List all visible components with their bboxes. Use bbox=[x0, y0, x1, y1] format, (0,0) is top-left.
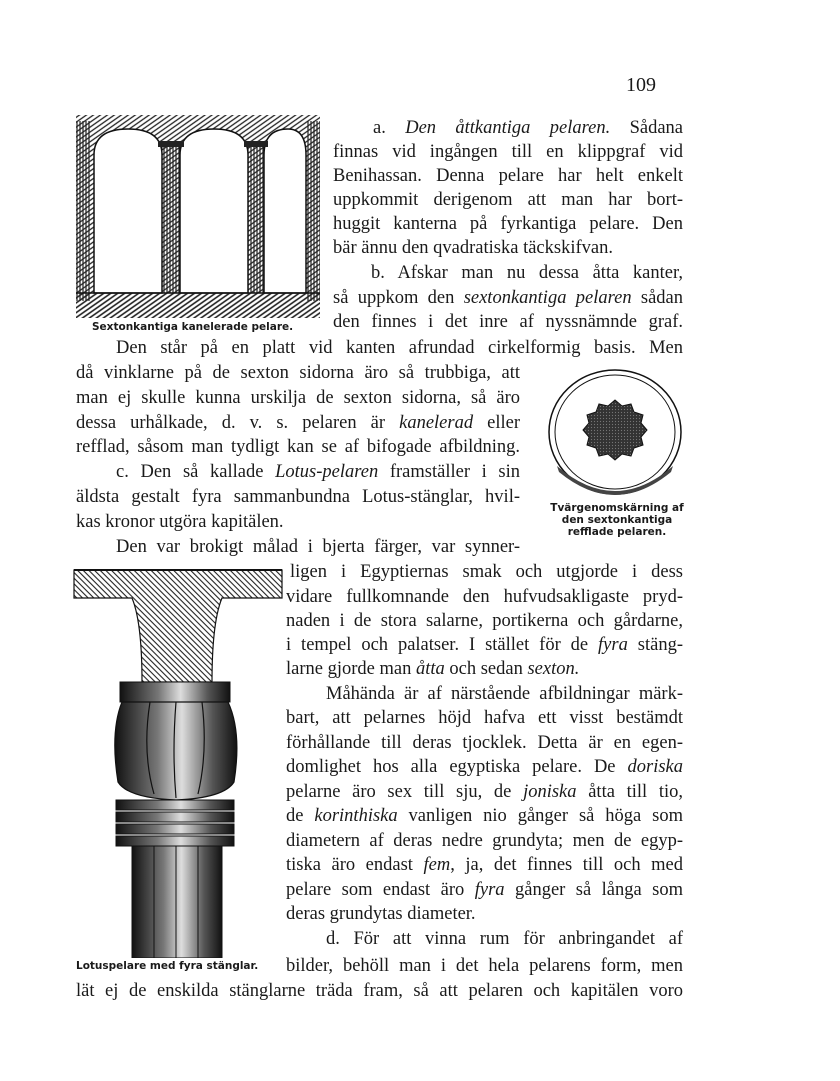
text-line: a. Den åttkantiga pelaren. Sådana bbox=[373, 118, 683, 138]
text-line: domlighet hos alla egyptiska pelare. De doriska bbox=[286, 757, 683, 777]
text-line: dessa urhålkade, d. v. s. pelaren är kanelerad eller bbox=[76, 413, 520, 433]
text-line: b. Afskar man nu dessa åtta kanter, bbox=[371, 263, 683, 283]
text-line: tiska äro endast fem, ja, det finnes till och med bbox=[286, 855, 683, 875]
text-line: naden i de stora salarne, portikerna och gårdarne, bbox=[286, 611, 683, 631]
text-line: äldsta gestalt fyra sammanbundna Lotus-stänglar, hvil- bbox=[76, 487, 520, 507]
text-line: bilder, behöll man i det hela pelarens form, men bbox=[286, 956, 683, 976]
fig-lotus-column-illustration bbox=[72, 562, 284, 958]
column-left bbox=[158, 141, 184, 293]
text-line: finnas vid ingången till en klippgraf vid bbox=[333, 142, 683, 162]
text-line: Den står på en platt vid kanten afrundad cirkelformig basis. Men bbox=[116, 338, 683, 358]
text-line: d. För att vinna rum för anbringandet af bbox=[326, 929, 683, 949]
text-line: uppkommit derigenom att man har bort- bbox=[333, 190, 683, 210]
text-line: Den var brokigt målad i bjerta färger, var synner- bbox=[116, 537, 520, 557]
text-line: man ej skulle kunna urskilja de sexton sidorna, så äro bbox=[76, 388, 520, 408]
text-line: bart, att pelarnes höjd hafva ett visst bestämdt bbox=[286, 708, 683, 728]
text-line: Benihassan. Denna pelare har helt enkelt bbox=[333, 166, 683, 186]
fig2-caption-line: Tvärgenomskärning af bbox=[550, 502, 684, 514]
fig3-caption: Lotuspelare med fyra stänglar. bbox=[76, 960, 259, 972]
fig2-caption-line: den sextonkantiga bbox=[561, 514, 673, 526]
text-line: pelarne äro sex till sju, de joniska åtta till tio, bbox=[286, 782, 684, 802]
fig-cross-section-illustration bbox=[545, 366, 685, 502]
text-line: Måhända är af närstående afbildningar märk- bbox=[326, 684, 683, 704]
text-line: i tempel och palatser. I stället för de fyra stäng- bbox=[286, 635, 683, 655]
text-line: då vinklarne på de sexton sidorna äro så trubbiga, att bbox=[76, 363, 520, 383]
text-line: lät ej de enskilda stänglarne träda fram, så att pelaren och kapitälen voro bbox=[76, 981, 683, 1001]
text-line: pelare som endast äro fyra gånger så långa som bbox=[286, 880, 683, 900]
text-line: kas kronor utgöra kapitälen. bbox=[76, 512, 284, 532]
text-line: huggit kanterna på fyrkantiga pelare. Den bbox=[333, 214, 683, 234]
text-line: så uppkom den sextonkantiga pelaren sådan bbox=[333, 288, 684, 308]
text-line: ligen i Egyptiernas smak och utgjorde i dess bbox=[290, 562, 683, 582]
fig2-caption bbox=[532, 502, 702, 538]
page-number: 109 bbox=[626, 74, 656, 96]
text-line: deras grundytas diameter. bbox=[286, 904, 476, 924]
text-line: refflad, såsom man tydligt kan se af bifogade afbildning. bbox=[76, 437, 520, 457]
text-line: bär ännu den qvadratiska täckskifvan. bbox=[333, 238, 613, 258]
fig2-caption-line: refflade pelaren. bbox=[567, 526, 667, 538]
text-line: vidare fullkomnande den hufvudsakligaste pryd- bbox=[286, 587, 683, 607]
text-line: de korinthiska vanligen nio gånger så höga som bbox=[286, 806, 683, 826]
text-line: förhållande till deras tjocklek. Detta är en egen- bbox=[286, 733, 683, 753]
text-line: diametern af deras nedre grundyta; men de egyp- bbox=[286, 831, 683, 851]
text-line: larne gjorde man åtta och sedan sexton. bbox=[286, 659, 580, 679]
fig1-caption: Sextonkantiga kanelerade pelare. bbox=[92, 321, 294, 333]
text-line: den finnes i det inre af nyssnämnde graf. bbox=[333, 312, 683, 332]
column-right bbox=[244, 141, 268, 293]
text-line: c. Den så kallade Lotus-pelaren framställer i sin bbox=[116, 462, 520, 482]
fig-fluted-columns-illustration bbox=[76, 115, 320, 318]
